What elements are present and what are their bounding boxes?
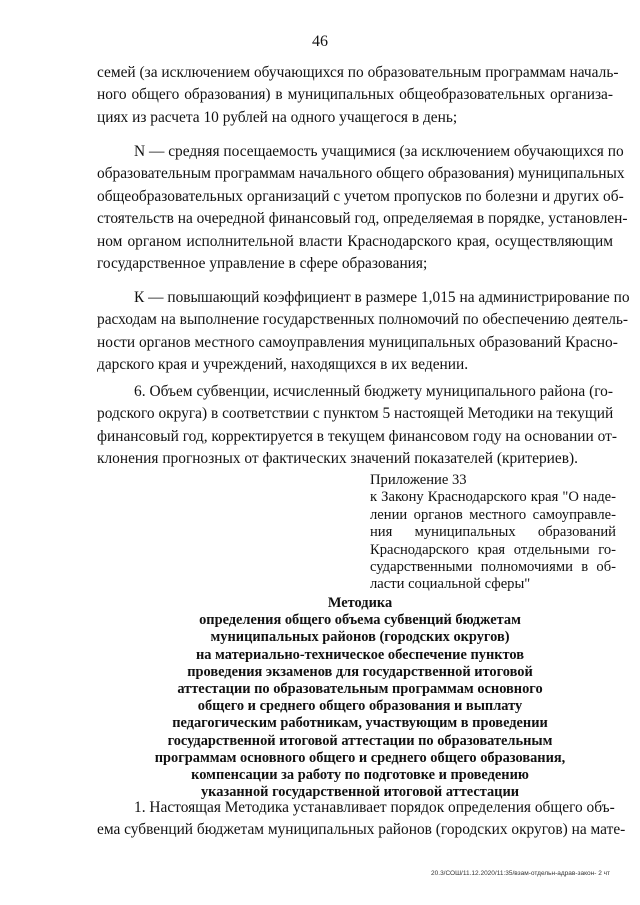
page-number: 46 xyxy=(312,33,328,50)
appendix-line: к Закону Краснодарского края "О наде- xyxy=(370,489,616,506)
methodology-title-line: проведения экзаменов для государственной итоговой xyxy=(187,663,533,680)
appendix-line: ния муниципальных образований xyxy=(370,524,616,541)
paragraph-item-1 xyxy=(97,797,626,842)
text-line: ном органом исполнительной власти Краснодарского края, осуществляющим xyxy=(97,232,613,250)
text-line: стоятельств на очередной финансовый год, определяемая в порядке, установлен- xyxy=(97,210,628,228)
appendix-reference xyxy=(370,472,616,594)
text-line: общеобразовательных организаций с учетом пропусков по болезни и других об- xyxy=(97,187,624,205)
text-line: 1. Настоящая Методика устанавливает порядок определения общего объ- xyxy=(134,799,615,816)
text-line: ема субвенций бюджетам муниципальных районов (городских округов) на мате- xyxy=(97,821,626,839)
methodology-title-line: аттестации по образовательным программам основного xyxy=(177,681,543,698)
methodology-title-line: программам основного общего и среднего общего образования, xyxy=(154,749,566,766)
text-line: 6. Объем субвенции, исчисленный бюджету муниципального района (го- xyxy=(134,383,613,400)
document-footer-code: 20.3/СОШ/11.12.2020/11:35/взам-отдельн-адрав-закон- 2 чт xyxy=(431,870,610,877)
methodology-heading: Методика xyxy=(327,595,393,611)
paragraph-item-6 xyxy=(97,381,617,471)
appendix-line: Краснодарского края отдельными го- xyxy=(370,541,616,558)
text-line: циях из расчета 10 рублей на одного учащегося в день; xyxy=(97,108,458,126)
text-line: ности органов местного самоуправления муниципальных образований Красно- xyxy=(97,333,618,351)
methodology-title-line: общего и среднего общего образования и выплату xyxy=(197,698,523,715)
paragraph-attendance-n xyxy=(97,141,628,275)
text-line: К — повышающий коэффициент в размере 1,015 на администрирование по xyxy=(134,289,630,306)
text-line: дарского края и учреждений, находящихся в их ведении. xyxy=(97,356,469,374)
appendix-line: лении органов местного самоуправле- xyxy=(370,506,616,523)
methodology-title-line: государственной итоговой аттестации по образовательным xyxy=(167,732,553,749)
methodology-title-line: компенсации за работу по подготовке и проведению xyxy=(191,767,529,784)
methodology-title-block xyxy=(0,595,640,801)
appendix-line: сударственными полномочиями в об- xyxy=(370,559,616,576)
methodology-title-line: на материально-техническое обеспечение пунктов xyxy=(195,646,525,663)
paragraph-coefficient-k xyxy=(97,287,630,377)
text-line: N — средняя посещаемость учащимися (за исключением обучающихся по xyxy=(134,143,624,160)
methodology-title-line: определения общего объема субвенций бюджетам xyxy=(199,612,521,629)
text-line: финансовый год, корректируется в текущем финансовом году на основании от- xyxy=(97,427,617,445)
paragraph-families-meals xyxy=(97,62,619,129)
text-line: родского округа) в соответствии с пунктом 5 настоящей Методики на текущий xyxy=(97,405,614,423)
text-line: семей (за исключением обучающихся по образовательным программам началь- xyxy=(97,64,619,81)
methodology-title-line: педагогическим работникам, участвующим в проведении xyxy=(172,715,548,732)
text-line: образовательным программам начального общего образования) муниципальных xyxy=(97,165,625,183)
methodology-title-line: указанной государственной итоговой аттестации xyxy=(200,784,520,801)
text-line: ного общего образования) в муниципальных общеобразовательных организа- xyxy=(97,86,613,104)
text-line: расходам на выполнение государственных полномочий по обеспечению деятель- xyxy=(97,311,629,329)
appendix-line: ласти социальной сферы" xyxy=(370,576,531,593)
methodology-title-line: муниципальных районов (городских округов) xyxy=(210,629,510,646)
appendix-title: Приложение 33 xyxy=(370,472,467,488)
text-line: клонения прогнозных от фактических значений показателей (критериев). xyxy=(97,450,578,468)
text-line: государственное управление в сфере образования; xyxy=(97,255,428,273)
